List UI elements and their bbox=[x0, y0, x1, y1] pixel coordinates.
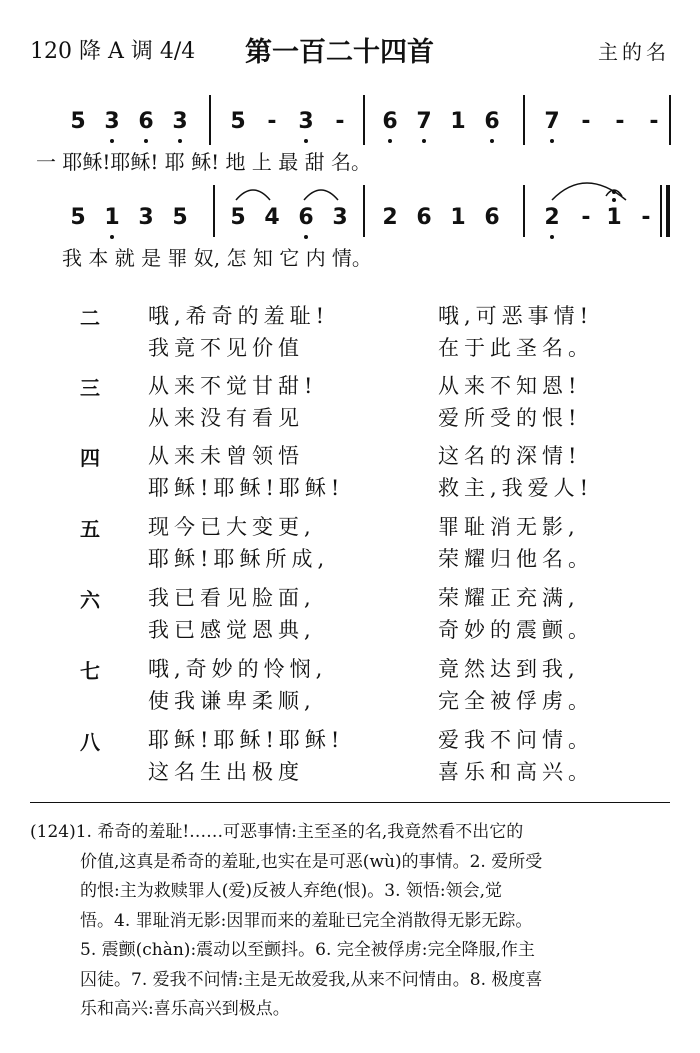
note: 5 bbox=[230, 205, 246, 230]
verse-line: 我已看见脸面, bbox=[148, 586, 316, 610]
verse-line: 这名的深情! bbox=[438, 444, 582, 468]
verse-line: 从来不知恩! bbox=[438, 374, 582, 398]
note: 2 bbox=[544, 205, 560, 230]
verse-line: 我竟不见价值 bbox=[148, 336, 304, 360]
verse-line: 在于此圣名。 bbox=[438, 336, 594, 360]
slur-marks bbox=[0, 0, 700, 260]
verse-line: 荣耀归他名。 bbox=[438, 547, 594, 571]
note: 5 bbox=[172, 205, 188, 230]
note: 3 bbox=[298, 109, 314, 134]
note: 6 bbox=[298, 205, 314, 230]
note: - bbox=[641, 205, 651, 230]
verse-line: 哦,可恶事情! bbox=[438, 304, 594, 328]
lyrics-line-2: 我 本 就 是 罪 奴, 怎 知 它 内 情。 bbox=[62, 246, 372, 270]
note: 2 bbox=[382, 205, 398, 230]
verse-number: 六 bbox=[80, 588, 100, 612]
note: 1 bbox=[450, 205, 466, 230]
note: 6 bbox=[138, 109, 154, 134]
note: - bbox=[615, 109, 625, 134]
verse-line: 竟然达到我, bbox=[438, 657, 580, 681]
verse-line: 完全被俘虏。 bbox=[438, 689, 594, 713]
verse-line: 这名生出极度 bbox=[148, 760, 304, 784]
verse-line: 耶稣!耶稣!耶稣! bbox=[148, 728, 345, 752]
divider-rule bbox=[30, 802, 670, 803]
verse-number: 四 bbox=[80, 446, 100, 470]
verse-line: 从来不觉甘甜! bbox=[148, 374, 318, 398]
footnote-line: 悟。4. 罪耻消无影:因罪而来的羞耻已完全消散得无影无踪。 bbox=[80, 910, 533, 931]
note: 7 bbox=[416, 109, 432, 134]
note: - bbox=[335, 109, 345, 134]
note: 6 bbox=[484, 205, 500, 230]
note: 5 bbox=[230, 109, 246, 134]
verse-line: 现今已大变更, bbox=[148, 515, 316, 539]
verse-number: 七 bbox=[80, 659, 100, 683]
note: 7 bbox=[544, 109, 560, 134]
note: 6 bbox=[382, 109, 398, 134]
note: - bbox=[581, 205, 591, 230]
verse-line: 耶稣!耶稣所成, bbox=[148, 547, 330, 571]
verse-number: 二 bbox=[80, 306, 100, 330]
note: - bbox=[267, 109, 277, 134]
footnote-line: 囚徒。7. 爱我不问情:主是无故爱我,从来不问情由。8. 极度喜 bbox=[80, 969, 543, 990]
verse-number: 三 bbox=[80, 376, 100, 400]
note: 3 bbox=[172, 109, 188, 134]
note: 6 bbox=[484, 109, 500, 134]
note: 1 bbox=[606, 205, 622, 230]
note: 3 bbox=[104, 109, 120, 134]
verse-line: 使我谦卑柔顺, bbox=[148, 689, 316, 713]
note: 6 bbox=[416, 205, 432, 230]
footnote-line: 的恨:主为救赎罪人(爱)反被人弃绝(恨)。3. 领悟:领会,觉 bbox=[80, 881, 503, 901]
verse-number: 五 bbox=[80, 517, 100, 541]
note: 3 bbox=[332, 205, 348, 230]
lyrics-line-1: 一 耶稣!耶稣! 耶 稣! 地 上 最 甜 名。 bbox=[36, 150, 371, 174]
note: 4 bbox=[264, 205, 280, 230]
note: 1 bbox=[450, 109, 466, 134]
note: 5 bbox=[70, 205, 86, 230]
verse-line: 我已感觉恩典, bbox=[148, 618, 316, 642]
verse-line: 从来未曾领悟 bbox=[148, 444, 304, 468]
note: - bbox=[581, 109, 591, 134]
footnote-line: 5. 震颤(chàn):震动以至颤抖。6. 完全被俘虏:完全降服,作主 bbox=[80, 940, 535, 960]
verse-line: 耶稣!耶稣!耶稣! bbox=[148, 476, 345, 500]
verse-line: 奇妙的震颤。 bbox=[438, 618, 594, 642]
footnote bbox=[30, 818, 670, 1025]
footnote-line: (124)1. 希奇的羞耻!……可恶事情:主至圣的名,我竟然看不出它的 bbox=[30, 822, 524, 842]
note: - bbox=[649, 109, 659, 134]
note: 5 bbox=[70, 109, 86, 134]
verse-line: 救主,我爱人! bbox=[438, 476, 594, 500]
hymn-category: 主的名 bbox=[598, 40, 670, 64]
verse-line: 哦,希奇的羞耻! bbox=[148, 304, 330, 328]
footnote-line: 乐和高兴:喜乐高兴到极点。 bbox=[80, 999, 290, 1019]
verse-line: 罪耻消无影, bbox=[438, 515, 580, 539]
hymn-number-key: 120 降 A 调 4/4 bbox=[30, 39, 196, 64]
verse-line: 从来没有看见 bbox=[148, 406, 304, 430]
verse-number: 八 bbox=[80, 730, 100, 754]
verse-line: 爱所受的恨! bbox=[438, 406, 582, 430]
note: 3 bbox=[138, 205, 154, 230]
verse-line: 哦,奇妙的怜悯, bbox=[148, 657, 328, 681]
verse-line: 荣耀正充满, bbox=[438, 586, 580, 610]
hymn-title: 第一百二十四首 bbox=[245, 37, 434, 68]
footnote-line: 价值,这真是希奇的羞耻,也实在是可恶(wù)的事情。2. 爱所受 bbox=[80, 851, 543, 872]
verse-line: 喜乐和高兴。 bbox=[438, 760, 594, 784]
verse-line: 爱我不问情。 bbox=[438, 728, 594, 752]
note: 1 bbox=[104, 205, 120, 230]
